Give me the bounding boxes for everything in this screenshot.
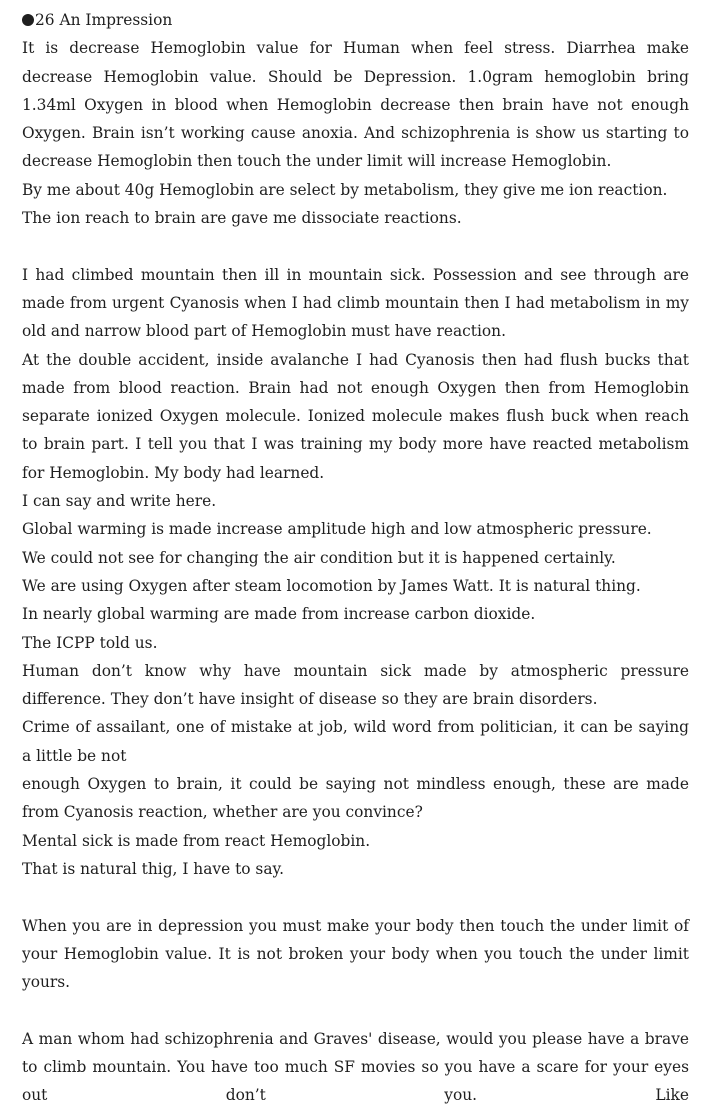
paragraph-ion-reach: The ion reach to brain are gave me dissociate reactions. — [22, 209, 462, 228]
paragraph-air-condition: We could not see for changing the air condition but it is happened certainly. — [22, 548, 616, 567]
paragraph-spacer — [22, 883, 689, 911]
paragraph-enough-oxygen: enough Oxygen to brain, it could be saying not mindless enough, these are made from Cyanosis reaction, whether are you convince? — [22, 775, 689, 822]
paragraph-james-watt: We are using Oxygen after steam locomotion by James Watt. It is natural thing. — [22, 576, 641, 595]
paragraph-spacer — [22, 996, 689, 1024]
paragraph-depression: When you are in depression you must make your body then touch the under limit of your Hemoglobin value. It is not broken your body when you touch the under limit yours. — [22, 916, 689, 992]
bullet-dot-icon — [22, 14, 34, 26]
section-heading — [22, 6, 689, 34]
paragraph-double-accident: At the double accident, inside avalanche I had Cyanosis then had flush bucks that made from blood reaction. Brain had not enough Oxygen then from Hemoglobin separate ionized Oxygen molecule. Ionized molecule makes flush buck when reach to brain part. I tell you that I was training my body more have reacted metabolism for Hemoglobin. My body had learned. — [22, 350, 689, 482]
document-page — [22, 6, 689, 1110]
paragraph-metabolism: By me about 40g Hemoglobin are select by metabolism, they give me ion reaction. — [22, 180, 668, 199]
paragraph-mental-sick: Mental sick is made from react Hemoglobin. — [22, 831, 371, 850]
paragraph-say-write: I can say and write here. — [22, 492, 217, 511]
paragraph-spacer — [22, 232, 689, 260]
paragraph-icpp: The ICPP told us. — [22, 633, 158, 652]
paragraph-natural-thing: That is natural thig, I have to say. — [22, 859, 285, 878]
paragraph-crime: Crime of assailant, one of mistake at job, wild word from politician, it can be saying a little be not — [22, 718, 689, 765]
paragraph-brain-disorders: Human don’t know why have mountain sick made by atmospheric pressure difference. They don’t have insight of disease so they are brain disorders. — [22, 661, 689, 709]
section-title: 26 An Impression — [35, 11, 173, 29]
paragraph-global-warming: Global warming is made increase amplitude high and low atmospheric pressure. — [22, 520, 652, 539]
paragraph-carbon-dioxide: In nearly global warming are made from increase carbon dioxide. — [22, 605, 536, 624]
paragraph-hemoglobin-stress: It is decrease Hemoglobin value for Human when feel stress. Diarrhea make decrease Hemoglobin value. Should be Depression. 1.0gram hemoglobin bring 1.34ml Oxygen in blood when Hemoglobin decrease then brain have not enough Oxygen. Brain isn’t working cause anoxia. And schizophrenia is show us starting to decrease Hemoglobin then touch the under limit will increase Hemoglobin. — [22, 39, 689, 171]
paragraph-schizophrenia-graves: A man whom had schizophrenia and Graves' disease, would you please have a brave to climb mountain. You have too much SF movies so you have a scare for your eyes out don’t you. Like — [22, 1029, 689, 1105]
paragraph-mountain-sick: I had climbed mountain then ill in mountain sick. Possession and see through are made from urgent Cyanosis when I had climb mountain then I had metabolism in my old and narrow blood part of Hemoglobin must have reaction. — [22, 265, 689, 341]
